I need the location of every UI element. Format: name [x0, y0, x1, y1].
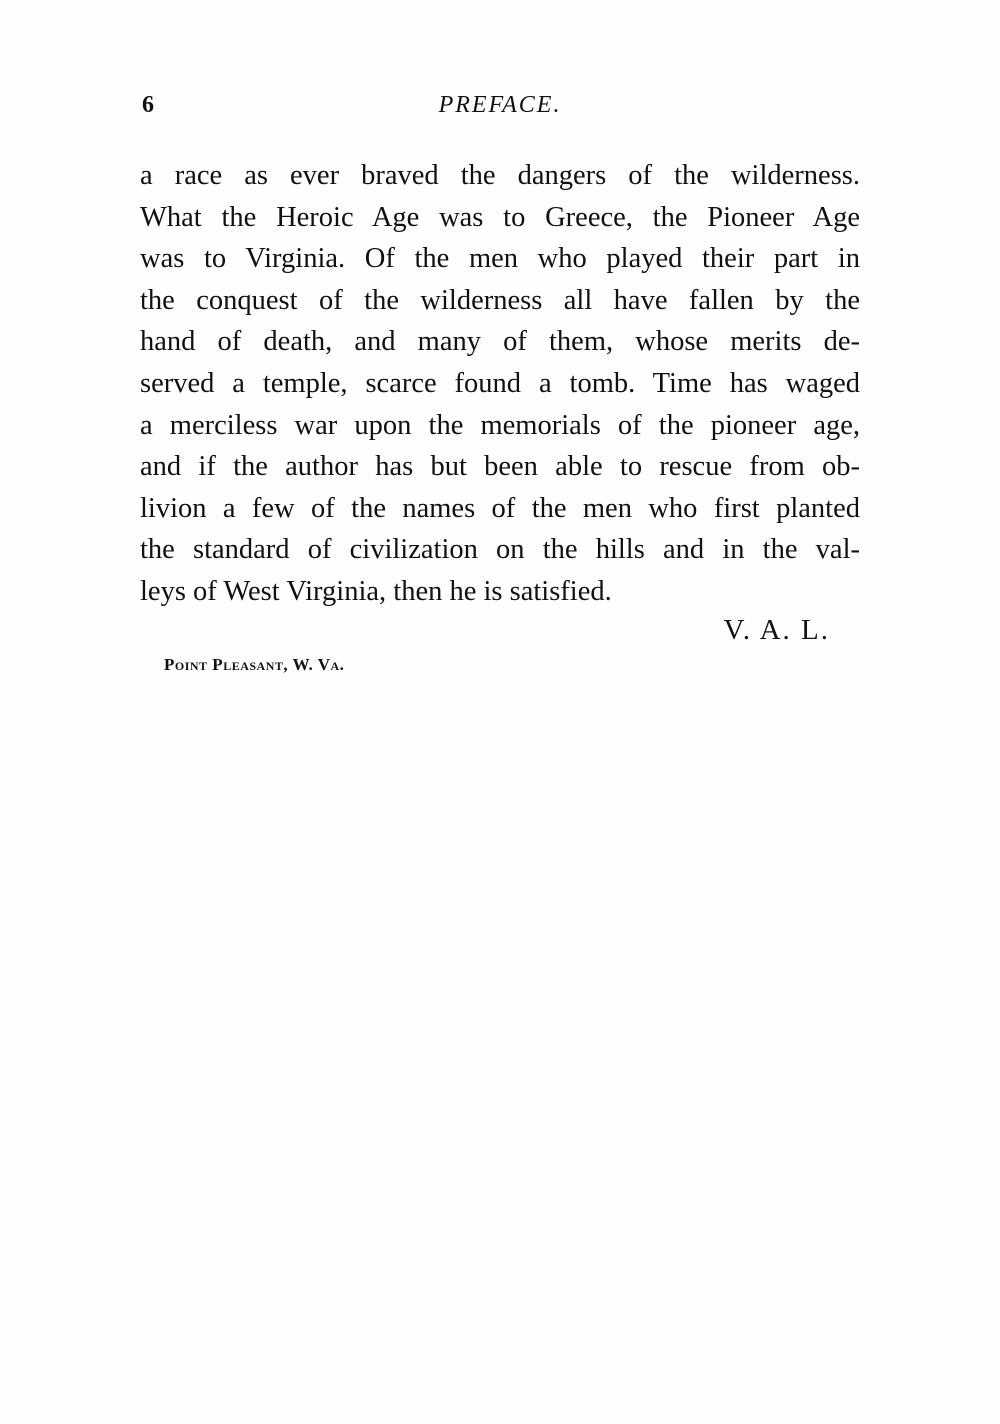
- text-line: What the Heroic Age was to Greece, the Pioneer Age: [140, 201, 860, 233]
- text-line: a race as ever braved the dangers of the wilderness.: [140, 160, 860, 191]
- text-line: a merciless war upon the memorials of the pioneer age,: [140, 409, 860, 441]
- text-line: was to Virginia. Of the men who played their part in: [140, 243, 860, 275]
- text-line: served a temple, scarce found a tomb. Time has waged: [140, 367, 860, 399]
- preface-paragraph: [140, 155, 860, 613]
- text-line: the standard of civilization on the hills and in the val-: [140, 534, 860, 566]
- text-line: leys of West Virginia, then he is satisfied.: [140, 575, 612, 607]
- author-initials: V. A. L.: [723, 614, 830, 646]
- running-head: [140, 92, 860, 128]
- page-number: 6: [142, 92, 154, 118]
- text-line: livion a few of the names of the men who first planted: [140, 492, 860, 524]
- running-title: PREFACE.: [438, 92, 562, 118]
- text-line: the conquest of the wilderness all have fallen by the: [140, 284, 860, 316]
- text-line: hand of death, and many of them, whose merits de-: [140, 326, 860, 358]
- text-line: and if the author has but been able to rescue from ob-: [140, 451, 860, 483]
- place-line: Point Pleasant, W. Va.: [164, 655, 345, 674]
